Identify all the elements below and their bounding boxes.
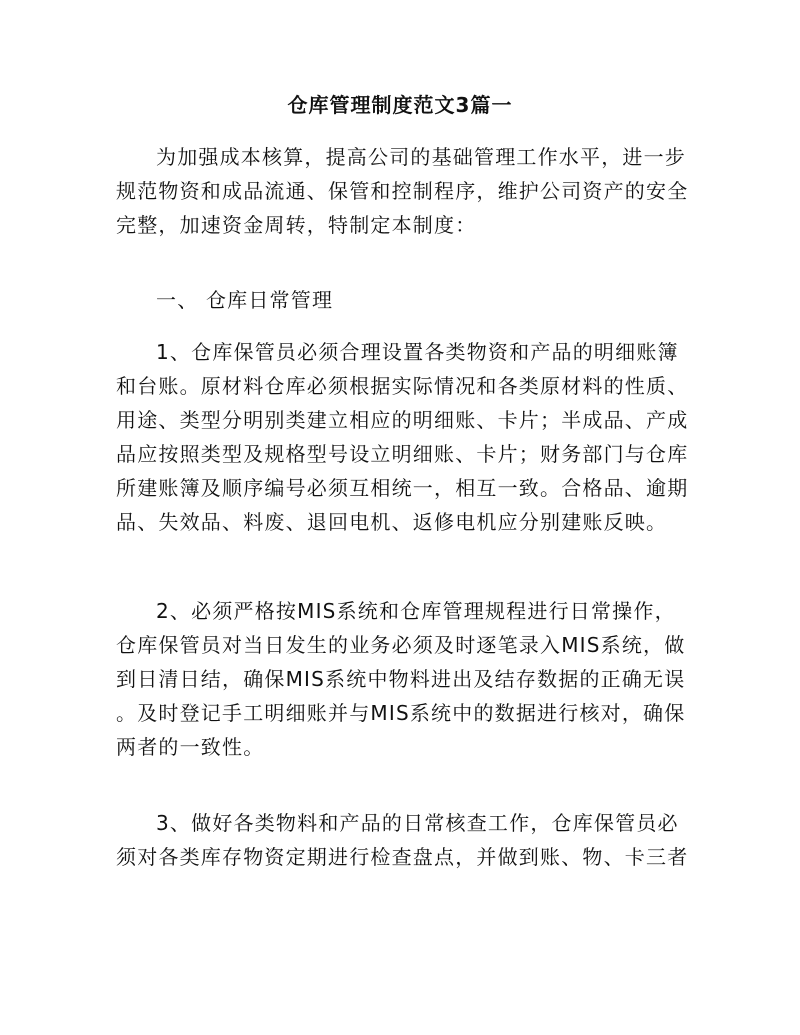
- paragraph-intro: [116, 140, 691, 242]
- text-line: 2、必须严格按MIS系统和仓库管理规程进行日常操作，: [156, 599, 676, 623]
- text-line: 为加强成本核算，提高公司的基础管理工作水平，进一步: [156, 145, 686, 169]
- paragraph-item-1: [116, 335, 691, 539]
- paragraph-item-2: [116, 594, 691, 764]
- text-line: 3、做好各类物料和产品的日常核查工作，仓库保管员必: [156, 811, 679, 835]
- text-line: 完整，加速资金周转，特制定本制度：: [116, 213, 477, 237]
- document-title: 仓库管理制度范文3篇一: [287, 93, 513, 117]
- text-line: 品、失效品、料废、退回电机、返修电机应分别建账反映。: [116, 510, 668, 534]
- text-line: 1、仓库保管员必须合理设置各类物资和产品的明细账簿: [156, 340, 679, 364]
- text-line: 和台账。原材料仓库必须根据实际情况和各类原材料的性质、: [116, 374, 689, 398]
- text-line: 须对各类库存物资定期进行检查盘点，并做到账、物、卡三者: [116, 845, 689, 869]
- text-line: 。及时登记手工明细账并与MIS系统中的数据进行核对，确保: [116, 701, 686, 725]
- text-line: 一、 仓库日常管理: [156, 288, 334, 312]
- text-line: 品应按照类型及规格型号设立明细账、卡片；财务部门与仓库: [116, 442, 689, 466]
- section-heading: [116, 283, 691, 317]
- text-line: 用途、类型分明别类建立相应的明细账、卡片；半成品、产成: [116, 408, 689, 432]
- text-line: 两者的一致性。: [116, 735, 265, 759]
- text-line: 到日清日结，确保MIS系统中物料进出及结存数据的正确无误: [116, 667, 686, 691]
- text-line: 所建账簿及顺序编号必须互相统一，相互一致。合格品、逾期: [116, 476, 689, 500]
- paragraph-item-3: [116, 806, 691, 874]
- text-line: 规范物资和成品流通、保管和控制程序，维护公司资产的安全: [116, 179, 689, 203]
- text-line: 仓库保管员对当日发生的业务必须及时逐笔录入MIS系统，做: [116, 633, 686, 657]
